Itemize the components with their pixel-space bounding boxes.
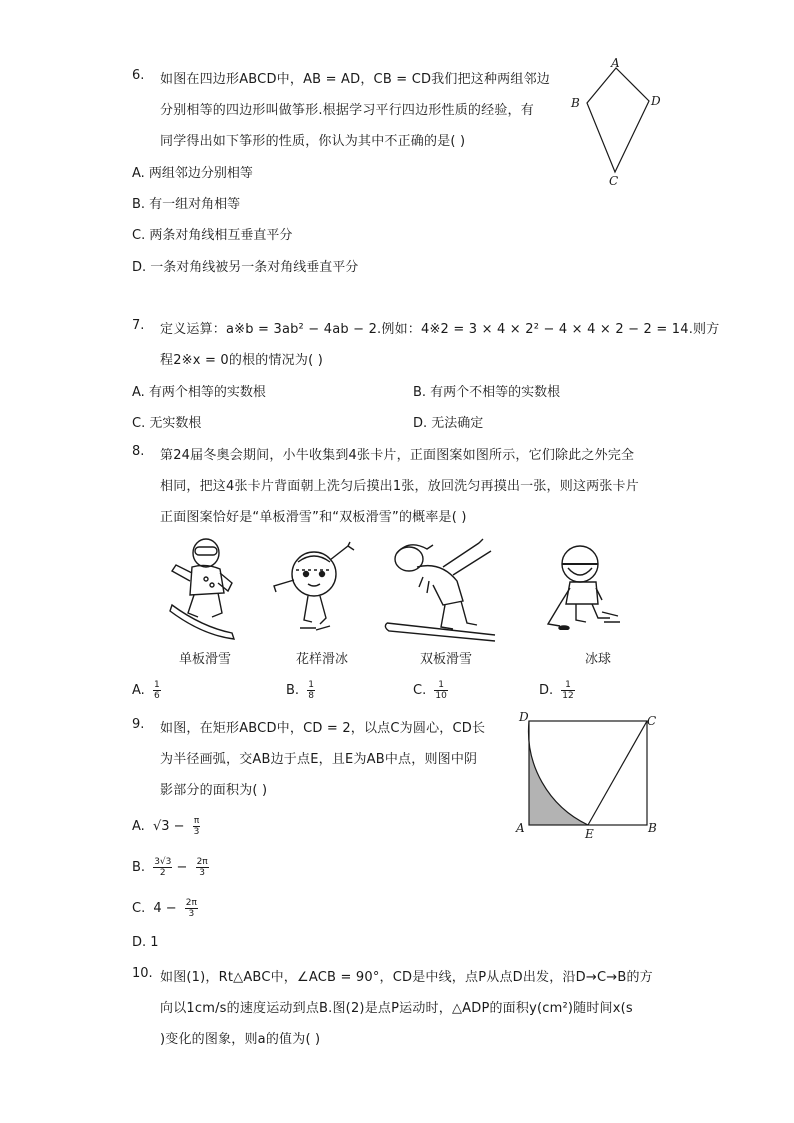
- q10-number: 10.: [132, 966, 153, 981]
- q9-option-c-lead: 4 −: [153, 901, 177, 916]
- q8-option-a-letter: A.: [132, 683, 145, 698]
- q8-option-a-fraction: [153, 680, 161, 701]
- fraction-denominator: 2: [159, 868, 166, 878]
- caption-figure-skating: 花样滑冰: [295, 652, 348, 667]
- skiing-illustration: [383, 537, 501, 645]
- q9-option-d: D. 1: [132, 935, 159, 950]
- q7-number: 7.: [132, 318, 145, 333]
- kite-label-b: B: [571, 96, 580, 110]
- q10-stem-line3: )变化的图象，则a的值为( ): [160, 1032, 321, 1047]
- q10-stem-line1: 如图(1)，Rt△ABC中，∠ACB = 90°，CD是中线，点P从点D出发，沿D→C→B的方: [160, 970, 653, 985]
- q7-stem-line1: 定义运算：a※b = 3ab² − 4ab − 2.例如：4※2 = 3 × 4 × 2² − 4 × 4 × 2 − 2 = 14.则方: [160, 322, 720, 337]
- q7-option-d: D. 无法确定: [413, 416, 484, 431]
- q8-option-c: [413, 680, 448, 701]
- q9-option-a-fraction: [193, 816, 201, 837]
- q9-option-c: [132, 898, 198, 919]
- q8-option-d-fraction: [561, 680, 574, 701]
- q8-option-a: [132, 680, 161, 701]
- q6-stem-line1: 如图在四边形ABCD中，AB = AD，CB = CD我们把这种两组邻边: [160, 72, 550, 87]
- q8-option-d-letter: D.: [539, 683, 554, 698]
- q6-number: 6.: [132, 68, 145, 83]
- q9-option-b-fraction1: [153, 857, 172, 878]
- q9-stem-line2: 为半径画弧，交AB边于点E，且E为AB中点，则图中阴: [160, 752, 478, 767]
- fraction-denominator: 3: [188, 909, 195, 919]
- q8-option-c-letter: C.: [413, 683, 427, 698]
- q8-option-c-fraction: [434, 680, 447, 701]
- q6-option-b: B. 有一组对角相等: [132, 197, 241, 212]
- fraction-numerator: 1: [308, 680, 314, 690]
- q9-option-a-letter: A.: [132, 819, 145, 834]
- q8-stem-line2: 相同，把这4张卡片背面朝上洗匀后摸出1张，放回洗匀再摸出一张，则这两张卡片: [160, 479, 639, 494]
- q9-option-b-letter: B.: [132, 860, 146, 875]
- rect-label-c: C: [647, 714, 657, 728]
- q9-stem-line1: 如图，在矩形ABCD中，CD = 2，以点C为圆心，CD长: [160, 721, 486, 736]
- fraction-denominator: 6: [153, 691, 160, 701]
- q9-option-a: [132, 816, 200, 837]
- fraction-denominator: 10: [435, 691, 447, 701]
- kite-label-c: C: [609, 174, 619, 188]
- fraction-numerator: 2π: [196, 857, 208, 867]
- q9-option-c-fraction: [185, 898, 198, 919]
- fraction-numerator: 1: [561, 680, 574, 691]
- q9-stem-line3: 影部分的面积为( ): [160, 783, 268, 798]
- q8-option-b-fraction: [307, 680, 315, 701]
- q9-option-c-letter: C.: [132, 901, 146, 916]
- fraction-numerator: 1: [434, 680, 447, 691]
- rect-label-e: E: [585, 827, 594, 841]
- q9-option-b-minus: −: [176, 860, 188, 875]
- ice-hockey-illustration: [540, 542, 640, 630]
- q6-stem-line3: 同学得出如下筝形的性质，你认为其中不正确的是( ): [160, 134, 466, 149]
- q8-option-b-letter: B.: [286, 683, 300, 698]
- caption-ice-hockey: 冰球: [584, 652, 611, 667]
- q8-option-b: [286, 680, 315, 701]
- fraction-denominator: 3: [199, 868, 206, 878]
- q7-stem-line2: 程2※x = 0的根的情况为( ): [160, 353, 323, 368]
- q6-option-d: D. 一条对角线被另一条对角线垂直平分: [132, 260, 359, 275]
- figure-skating-illustration: [268, 540, 364, 642]
- q8-option-d: [539, 680, 575, 701]
- q7-option-c: C. 无实数根: [132, 416, 202, 431]
- caption-snowboard: 单板滑雪: [178, 652, 231, 667]
- q7-option-a: A. 有两个相等的实数根: [132, 385, 266, 400]
- q8-stem-line3: 正面图案恰好是“单板滑雪”和“双板滑雪”的概率是( ): [160, 510, 467, 525]
- q9-option-b-fraction2: [196, 857, 209, 878]
- fraction-numerator: 2π: [185, 898, 197, 908]
- q9-number: 9.: [132, 717, 145, 732]
- kite-label-d: D: [651, 94, 661, 108]
- q8-number: 8.: [132, 444, 145, 459]
- rectangle-figure: [512, 708, 662, 843]
- q9-option-b: [132, 857, 209, 878]
- rect-label-a: A: [516, 821, 525, 835]
- q6-option-c: C. 两条对角线相互垂直平分: [132, 228, 293, 243]
- q8-stem-line1: 第24届冬奥会期间，小牛收集到4张卡片，正面图案如图所示，它们除此之外完全: [160, 448, 635, 463]
- q10-stem-line2: 向以1cm/s的速度运动到点B.图(2)是点P运动时，△ADP的面积y(cm²)随时间x(s: [160, 1001, 633, 1016]
- fraction-numerator: π: [193, 816, 200, 826]
- kite-figure: [565, 55, 675, 190]
- fraction-denominator: 8: [308, 691, 314, 701]
- rect-label-b: B: [648, 821, 657, 835]
- fraction-numerator: 3√3: [154, 857, 172, 867]
- fraction-denominator: 3: [193, 827, 200, 837]
- fraction-denominator: 12: [562, 691, 574, 701]
- fraction-numerator: 1: [153, 680, 160, 690]
- snowboard-illustration: [162, 535, 244, 643]
- q6-stem-line2: 分别相等的四边形叫做筝形.根据学习平行四边形性质的经验，有: [160, 103, 534, 118]
- rect-label-d: D: [519, 710, 529, 724]
- q9-option-a-lead: √3 −: [152, 819, 185, 834]
- q6-option-a: A. 两组邻边分别相等: [132, 166, 253, 181]
- caption-skiing: 双板滑雪: [419, 652, 472, 667]
- q7-option-b: B. 有两个不相等的实数根: [413, 385, 561, 400]
- kite-label-a: A: [611, 56, 620, 70]
